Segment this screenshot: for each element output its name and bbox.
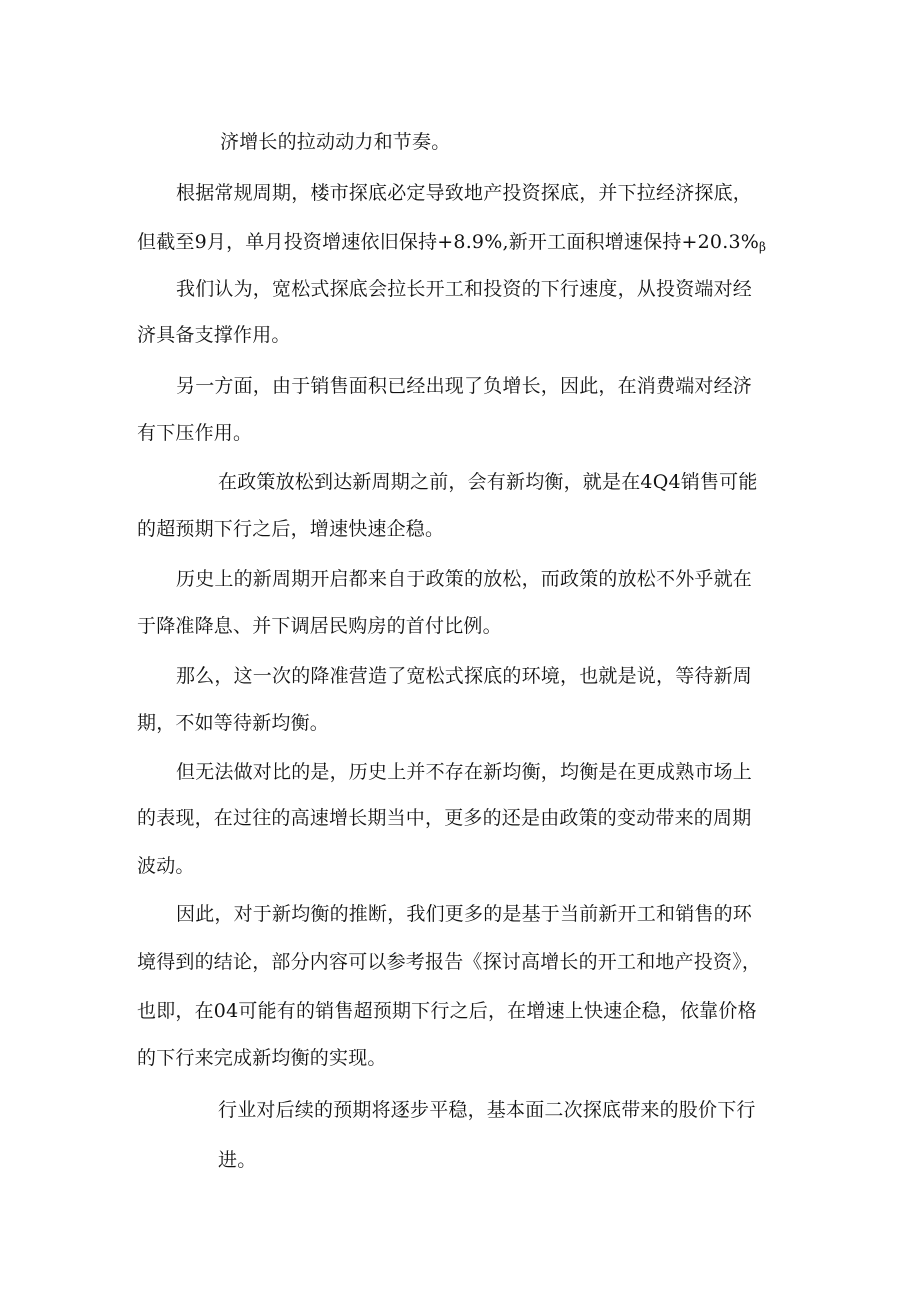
text-line: 根据常规周期，楼市探底必定导致地产投资探底，并下拉经济探底，: [176, 182, 753, 204]
text-line: 境得到的结论，部分内容可以参考报告《探讨高增长的开工和地产投资》，: [137, 951, 762, 973]
trailing-mark: β: [759, 240, 767, 254]
text-line-content: 但截至9月，单月投资增速依旧保持+8.9%,新开工面积增速保持+20.3%: [137, 231, 759, 253]
text-line: 因此，对于新均衡的推断，我们更多的是基于当前新开工和销售的环: [176, 903, 753, 925]
text-line: 另一方面，由于销售面积已经出现了负增长，因此，在消费端对经济: [176, 375, 753, 397]
text-line: 但无法做对比的是，历史上并不存在新均衡，均衡是在更成熟市场上: [176, 761, 753, 783]
text-line: 在政策放松到达新周期之前，会有新均衡，就是在4Q4销售可能: [218, 471, 758, 493]
text-line: 历史上的新周期开启都来自于政策的放松，而政策的放松不外乎就在: [176, 568, 753, 590]
text-line: 那么，这一次的降准营造了宽松式探底的环境，也就是说，等待新周: [176, 665, 753, 687]
text-line: 的表现，在过往的高速增长期当中，更多的还是由政策的变动带来的周期: [137, 807, 752, 829]
text-line: 的下行来完成新均衡的实现。: [137, 1047, 387, 1069]
text-line: 济具备支撑作用。: [137, 324, 291, 346]
text-line: 行业对后续的预期将逐步平稳，基本面二次探底带来的股价下行: [218, 1099, 756, 1121]
text-line: 期，不如等待新均衡。: [137, 712, 330, 734]
text-line: [137, 230, 766, 259]
text-line: 济增长的拉动动力和节奏。: [220, 131, 451, 153]
text-line: 进。: [218, 1149, 257, 1171]
text-line: 波动。: [137, 855, 195, 877]
text-line: 也即，在04可能有的销售超预期下行之后，在增速上快速企稳，依靠价格: [137, 1000, 757, 1022]
text-line: 我们认为，宽松式探底会拉长开工和投资的下行速度，从投资端对经: [176, 278, 753, 300]
text-line: 于降准降息、并下调居民购房的首付比例。: [137, 615, 502, 637]
text-line: 有下压作用。: [137, 422, 253, 444]
text-line: 的超预期下行之后，增速快速企稳。: [137, 518, 445, 540]
